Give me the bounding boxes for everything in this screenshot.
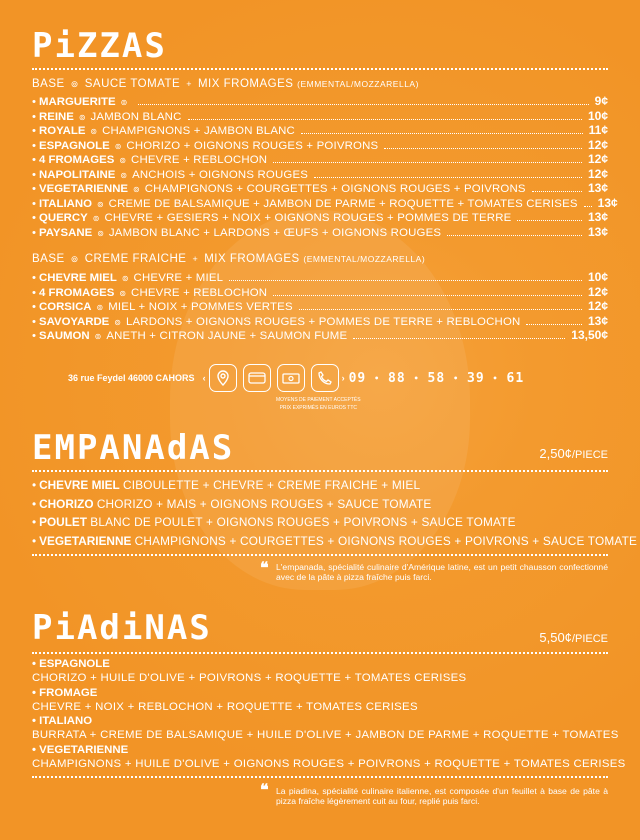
- pizza-name: ESPAGNOLE: [39, 139, 110, 152]
- pizza-row: [32, 109, 608, 124]
- bullet-dot: •: [32, 515, 37, 529]
- piadina-name-text: ITALIANO: [39, 715, 93, 727]
- base-mix: MIX FROMAGES: [197, 78, 294, 90]
- dot-leader: [532, 191, 582, 192]
- phone-part: 09: [348, 370, 367, 386]
- ring-icon: ⊚: [119, 288, 127, 298]
- pizza-ingredients: CHEVRE + GESIERS + NOIX + OIGNONS ROUGES + POMMES DE TERRE: [104, 212, 512, 224]
- empanada-row: [32, 515, 608, 534]
- ring-icon: ⊚: [70, 254, 79, 264]
- pizza-name: SAVOYARDE: [39, 315, 110, 328]
- dot-leader: [273, 162, 582, 163]
- ring-icon: ⊚: [119, 156, 127, 165]
- pizza-price: 13¢: [587, 224, 608, 239]
- pizza-row: [32, 225, 608, 240]
- base-label: BASE: [32, 78, 65, 90]
- ring-icon: ⊚: [78, 112, 86, 122]
- payment-note-line: PRIX EXPRIMÉS EN EUROS TTC: [279, 405, 357, 411]
- dot-leader: [526, 324, 582, 325]
- price-value: 2,50¢: [539, 446, 572, 461]
- pizza-price: 13¢: [597, 195, 618, 210]
- empanadas-bottom-divider: [32, 554, 608, 556]
- contact-bar: [68, 366, 588, 390]
- ring-icon: ⊚: [120, 98, 128, 107]
- dot-leader: [517, 220, 582, 221]
- pizza-ingredients: MIEL + NOIX + POMMES VERTES: [108, 301, 293, 313]
- pizzas-base-cream: [32, 253, 425, 265]
- empanadas-price: [539, 446, 608, 461]
- bullet-dot: •: [32, 139, 36, 152]
- pizza-row: [32, 152, 608, 167]
- ring-icon: ⊚: [133, 185, 140, 194]
- piadinas-title: PiAdiNAS: [32, 608, 212, 648]
- pizza-ingredients: CHAMPIGNONS + COURGETTES + OIGNONS ROUGES + POIVRONS: [144, 183, 526, 195]
- piadina-name: • FROMAGE: [32, 686, 98, 699]
- pizza-price: 12¢: [587, 137, 608, 152]
- bullet-dot: •: [32, 125, 36, 137]
- empanada-row: [32, 533, 638, 553]
- pizza-ingredients: CHAMPIGNONS + JAMBON BLANC: [102, 125, 295, 137]
- dot-leader: [273, 295, 582, 296]
- base-detail: (EMMENTAL/MOZZARELLA): [297, 79, 419, 89]
- piadina-ingredients: CHAMPIGNONS + HUILE D'OLIVE + OIGNONS ROUGES + POIVRONS + ROQUETTE + TOMATES CERISES: [32, 757, 626, 770]
- quote-icon: ❝: [260, 782, 269, 799]
- pizza-row: [32, 285, 608, 300]
- dot-leader: [314, 177, 582, 178]
- piadina-name-text: FROMAGE: [39, 686, 98, 699]
- dot-leader: [353, 338, 565, 339]
- pizza-name: VEGETARIENNE: [39, 183, 129, 195]
- empanada-row: [32, 497, 608, 516]
- pizza-ingredients: ANETH + CITRON JAUNE + SAUMON FUME: [106, 330, 348, 342]
- bullet-dot: •: [32, 212, 36, 224]
- bullet-dot: •: [32, 286, 36, 299]
- base-sauce: CREME FRAICHE: [84, 253, 187, 265]
- price-value: 5,50¢: [539, 630, 572, 645]
- dot-leader: [384, 148, 582, 149]
- piadina-item: [32, 658, 608, 685]
- ring-icon: ⊚: [96, 199, 104, 209]
- pizza-name: REINE: [39, 110, 74, 123]
- phone-number: 09 • 88 • 58 • 39 • 61: [348, 370, 525, 386]
- ring-icon: ⊚: [97, 228, 104, 238]
- bullet-dot: •: [32, 315, 36, 328]
- plus-icon: +: [186, 79, 192, 89]
- pizza-row: [32, 195, 618, 211]
- empanada-name: POULET: [39, 515, 87, 529]
- piadinas-bottom-divider: [32, 776, 608, 778]
- pizza-row: [32, 181, 608, 196]
- pizza-price: 13¢: [587, 210, 608, 224]
- bullet-dot: •: [32, 110, 36, 123]
- pizza-ingredients: JAMBON BLANC + LARDONS + ŒUFS + OIGNONS ROUGES: [108, 226, 442, 239]
- piadina-ingredients: CHEVRE + NOIX + REBLOCHON + ROQUETTE + TOMATES CERISES: [32, 700, 418, 713]
- dot-leader: [299, 309, 582, 310]
- pizza-ingredients: CHEVRE + MIEL: [133, 272, 224, 284]
- phone-part: 58: [427, 370, 446, 386]
- empanada-ingredients: BLANC DE POULET + OIGNONS ROUGES + POIVRONS + SAUCE TOMATE: [90, 515, 516, 529]
- pizza-row: [32, 328, 608, 343]
- piadina-name: • ITALIANO: [32, 715, 93, 727]
- pizza-ingredients: ANCHOIS + OIGNONS ROUGES: [132, 168, 309, 181]
- pizza-price: 13,50¢: [571, 328, 608, 342]
- pizza-list-tomato: [32, 94, 618, 239]
- pizza-name: 4 FROMAGES: [39, 286, 115, 299]
- piadina-ingredients: CHORIZO + HUILE D'OLIVE + POIVRONS + ROQUETTE + TOMATES CERISES: [32, 672, 467, 684]
- piadina-name-text: VEGETARIENNE: [39, 743, 129, 756]
- pizza-price: 10¢: [587, 270, 608, 284]
- pizza-ingredients: CHORIZO + OIGNONS ROUGES + POIVRONS: [126, 139, 379, 152]
- bullet-dot: •: [32, 197, 36, 210]
- pizza-name: CORSICA: [39, 301, 92, 313]
- bullet-dot: •: [32, 96, 36, 108]
- pizza-row: [32, 299, 608, 314]
- pizza-price: 10¢: [587, 108, 608, 123]
- pizza-name: PAYSANE: [39, 226, 93, 239]
- pizza-price: 9¢: [594, 94, 608, 108]
- bullet-dot: •: [32, 533, 37, 548]
- pizza-price: 12¢: [587, 284, 608, 299]
- pizza-name: ROYALE: [39, 125, 86, 137]
- pizza-ingredients: CHEVRE + REBLOCHON: [131, 286, 268, 299]
- piadina-name: • ESPAGNOLE: [32, 658, 110, 670]
- pizza-name: NAPOLITAINE: [39, 168, 116, 181]
- ring-icon: ⊚: [92, 214, 100, 223]
- bullet-dot: •: [32, 330, 36, 342]
- pizza-row: [32, 270, 608, 285]
- location-pin-icon: [209, 364, 237, 392]
- pizzas-title: PiZZAS: [32, 26, 167, 66]
- phone-part: 88: [388, 370, 406, 386]
- bullet-dot: •: [32, 226, 36, 239]
- address: 36 rue Feydel 46000 CAHORS: [68, 373, 195, 383]
- empanada-ingredients: CHORIZO + MAIS + OIGNONS ROUGES + SAUCE TOMATE: [96, 496, 432, 511]
- chevron-right-icon: ›: [341, 373, 345, 383]
- empanada-name: CHORIZO: [39, 496, 94, 511]
- base-mix: MIX FROMAGES: [204, 253, 300, 265]
- base-detail: (EMMENTAL/MOZZARELLA): [303, 254, 426, 264]
- piadina-name: • VEGETARIENNE: [32, 743, 129, 756]
- pizzas-base-tomato: [32, 78, 419, 90]
- bullet-dot: •: [32, 272, 36, 284]
- pizza-price: 12¢: [587, 152, 608, 166]
- ring-icon: ⊚: [121, 274, 129, 283]
- base-label: BASE: [32, 253, 65, 265]
- pizza-row: [32, 138, 608, 153]
- ring-icon: ⊚: [90, 127, 98, 136]
- cash-payment-icon: [277, 364, 305, 392]
- pizza-name: MARGUERITE: [39, 96, 116, 108]
- ring-icon: ⊚: [114, 317, 121, 327]
- phone-part: 61: [506, 370, 525, 386]
- pizza-price: 12¢: [587, 166, 608, 181]
- empanada-name: CHEVRE MIEL: [39, 478, 120, 492]
- dot-leader: [447, 235, 582, 236]
- pizza-name: CHEVRE MIEL: [39, 272, 117, 284]
- chevron-left-icon: ‹: [202, 373, 206, 383]
- phone-icon: [311, 364, 339, 392]
- dot-leader: [138, 104, 588, 105]
- ring-icon: ⊚: [70, 79, 79, 89]
- pizza-ingredients: CREME DE BALSAMIQUE + JAMBON DE PARME + ROQUETTE + TOMATES CERISES: [108, 197, 578, 210]
- ring-icon: ⊚: [94, 332, 102, 341]
- bullet-dot: •: [32, 301, 36, 313]
- pizza-name: ITALIANO: [39, 197, 92, 210]
- pizza-ingredients: LARDONS + OIGNONS ROUGES + POMMES DE TERRE + REBLOCHON: [125, 315, 521, 328]
- pizza-ingredients: JAMBON BLANC: [90, 110, 182, 123]
- empanada-name: VEGETARIENNE: [39, 533, 132, 548]
- ring-icon: ⊚: [96, 303, 104, 312]
- dot-leader: [188, 119, 582, 120]
- empanada-ingredients: CIBOULETTE + CHEVRE + CREME FRAICHE + MIEL: [123, 478, 421, 492]
- bullet-dot: •: [32, 478, 37, 492]
- pizza-name: SAUMON: [39, 330, 90, 342]
- payment-note: [276, 396, 361, 412]
- empanadas-note: L'empanada, spécialité culinaire d'Amérique latine, est un petit chausson confectionné avec de la pâte à pizza fraîche puis farci.: [276, 562, 608, 582]
- piadina-item: [32, 715, 619, 742]
- bullet-dot: •: [32, 168, 36, 181]
- empanadas-top-divider: [32, 470, 608, 472]
- piadina-name-text: ESPAGNOLE: [39, 658, 110, 670]
- piadinas-top-divider: [32, 652, 608, 654]
- pizza-ingredients: CHEVRE + REBLOCHON: [131, 154, 268, 166]
- empanada-row: [32, 478, 608, 497]
- ring-icon: ⊚: [120, 170, 128, 180]
- pizza-name: 4 FROMAGES: [39, 154, 115, 166]
- pizza-price: 12¢: [587, 299, 608, 313]
- pizza-price: 13¢: [587, 313, 608, 328]
- empanadas-title: EMPANAdAS: [32, 428, 235, 468]
- pizzas-top-divider: [32, 68, 608, 70]
- payment-note-line: MOYENS DE PAIEMENT ACCEPTÉS: [276, 397, 361, 403]
- dot-leader: [229, 280, 582, 281]
- pizza-row: [32, 94, 608, 109]
- quote-icon: ❝: [260, 560, 269, 577]
- dot-leader: [584, 206, 592, 207]
- card-payment-icon: [243, 364, 271, 392]
- price-unit: /PIECE: [571, 633, 608, 645]
- pizza-row: [32, 167, 608, 182]
- piadina-ingredients: BURRATA + CREME DE BALSAMIQUE + HUILE D'OLIVE + JAMBON DE PARME + ROQUETTE + TOMATES: [32, 729, 619, 741]
- empanadas-list: [32, 478, 638, 552]
- pizza-list-cream: [32, 270, 608, 343]
- piadinas-price: [539, 630, 608, 645]
- phone-part: 39: [467, 370, 485, 386]
- pizza-row: [32, 123, 608, 138]
- price-unit: /PIECE: [571, 449, 608, 461]
- dot-leader: [301, 133, 583, 134]
- pizza-row: [32, 210, 608, 225]
- pizza-name: QUERCY: [39, 212, 88, 224]
- empanada-ingredients: CHAMPIGNONS + COURGETTES + OIGNONS ROUGES + POIVRONS + SAUCE TOMATE: [134, 533, 638, 548]
- pizza-price: 11¢: [588, 123, 608, 137]
- piadinas-note: La piadina, spécialité culinaire italienne, est composée d'un feuillet à base de pâte à pizza fraîche légèrement cuit au four, replié puis farci.: [276, 786, 608, 806]
- piadina-item: [32, 687, 608, 714]
- plus-icon: +: [192, 254, 199, 264]
- ring-icon: ⊚: [114, 141, 122, 151]
- piadina-item: [32, 743, 626, 771]
- bullet-dot: •: [32, 183, 36, 195]
- base-sauce: SAUCE TOMATE: [84, 78, 181, 90]
- bullet-dot: •: [32, 496, 37, 511]
- bullet-dot: •: [32, 154, 36, 166]
- pizza-price: 13¢: [587, 181, 608, 195]
- pizza-row: [32, 314, 608, 329]
